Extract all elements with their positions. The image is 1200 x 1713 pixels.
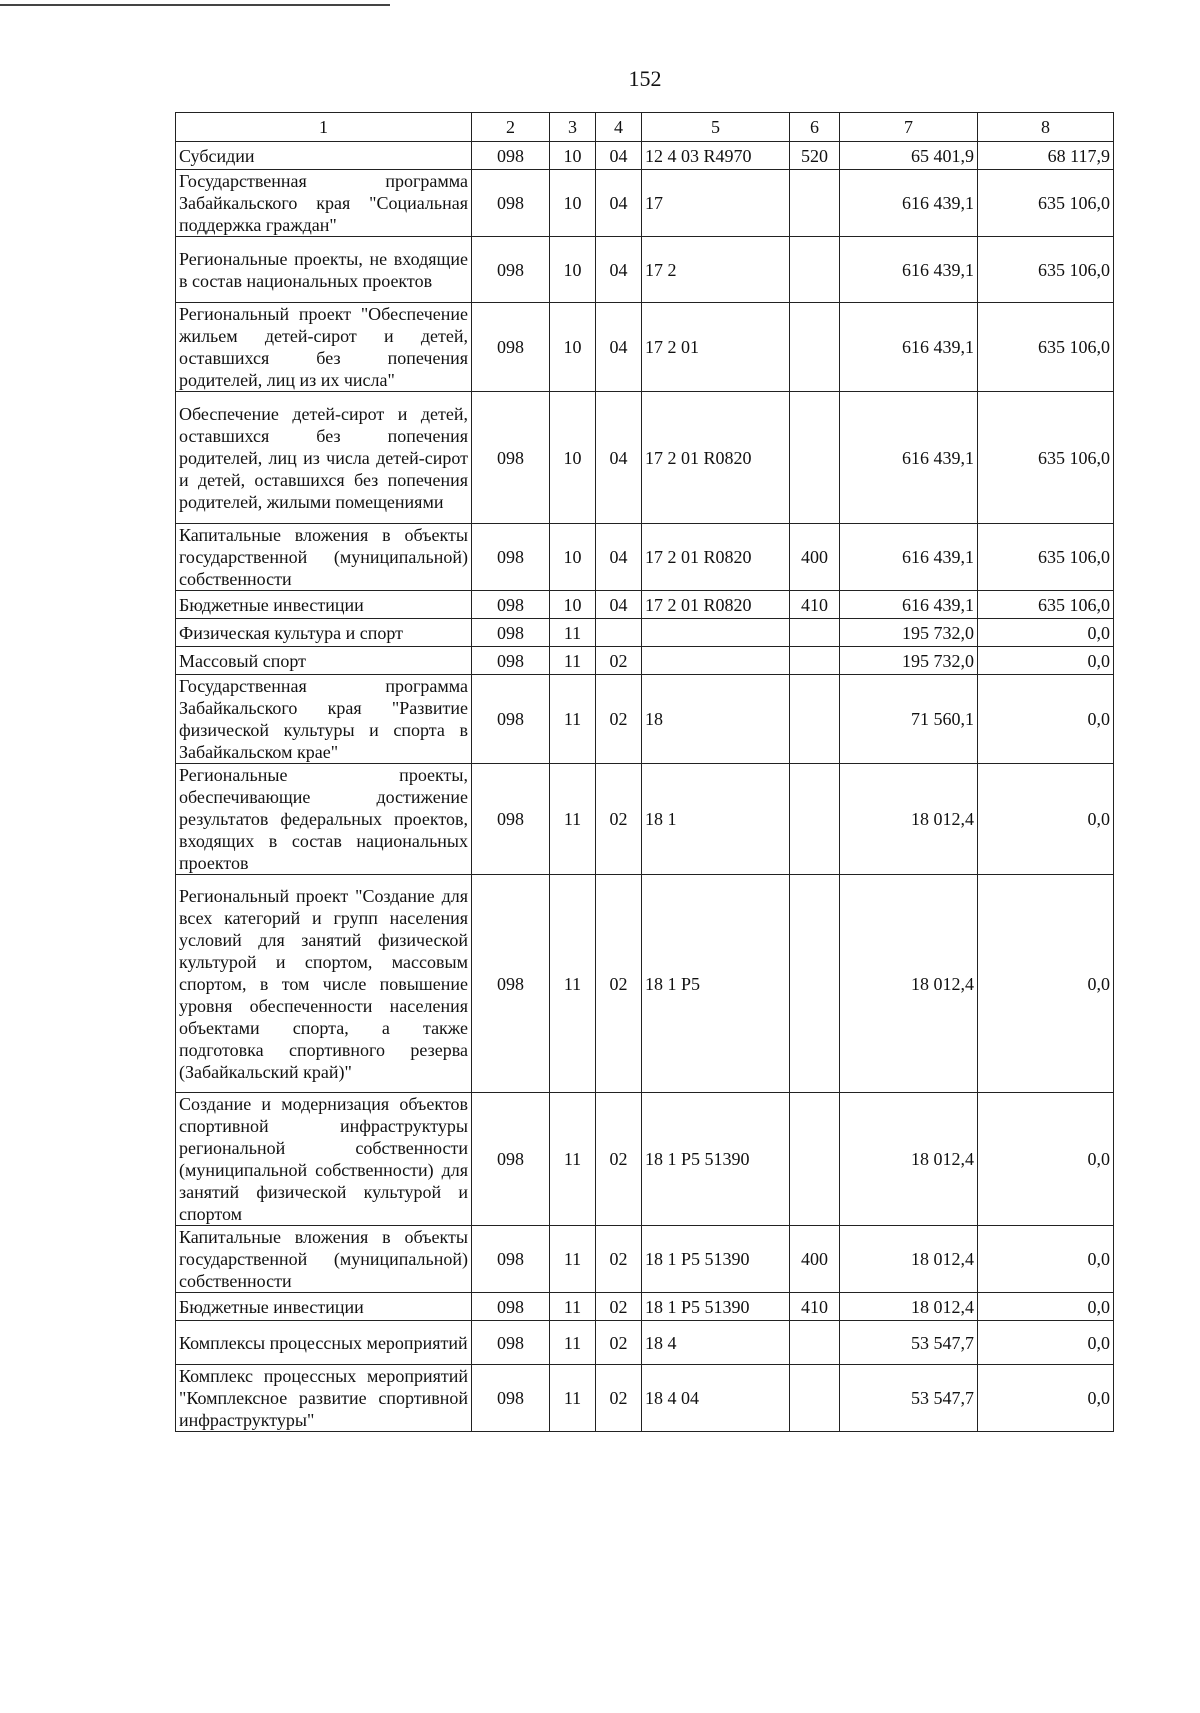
budget-table xyxy=(175,112,1114,1432)
row-c2-cell: 098 xyxy=(472,647,550,675)
table-row xyxy=(176,619,1114,647)
row-c7-cell: 616 439,1 xyxy=(840,392,978,524)
scan-top-rule xyxy=(0,4,390,6)
row-name-cell: Региональный проект "Обеспечение жильем детей-сирот и детей, оставшихся без попечения родителей, лиц из их числа" xyxy=(176,303,472,392)
row-c2-cell: 098 xyxy=(472,303,550,392)
row-c3-cell: 11 xyxy=(550,647,596,675)
row-c3-cell: 10 xyxy=(550,170,596,237)
row-c8-cell: 635 106,0 xyxy=(978,303,1114,392)
table-row xyxy=(176,303,1114,392)
row-c7-cell: 195 732,0 xyxy=(840,619,978,647)
header-row xyxy=(176,113,1114,142)
row-c4-cell: 02 xyxy=(596,1093,642,1226)
row-c5-cell: 18 1 P5 xyxy=(642,875,790,1093)
row-c3-cell: 11 xyxy=(550,1365,596,1432)
column-header: 3 xyxy=(550,113,596,142)
row-c3-cell: 10 xyxy=(550,303,596,392)
row-c6-cell xyxy=(790,1365,840,1432)
row-c6-cell xyxy=(790,392,840,524)
row-c8-cell: 0,0 xyxy=(978,1226,1114,1293)
row-name-cell: Капитальные вложения в объекты государственной (муниципальной) собственности xyxy=(176,524,472,591)
row-c4-cell: 04 xyxy=(596,591,642,619)
table-row xyxy=(176,392,1114,524)
row-c3-cell: 11 xyxy=(550,675,596,764)
row-c2-cell: 098 xyxy=(472,170,550,237)
row-c6-cell: 400 xyxy=(790,524,840,591)
row-c3-cell: 10 xyxy=(550,524,596,591)
row-c7-cell: 18 012,4 xyxy=(840,764,978,875)
table-row xyxy=(176,647,1114,675)
row-name-cell: Региональный проект "Создание для всех категорий и групп населения условий для занятий физической культурой и спортом, массовым спортом, в том числе повышение уровня обеспеченности населения объектами спорта, а также подготовка спортивного резерва (Забайкальский край)" xyxy=(176,875,472,1093)
row-c2-cell: 098 xyxy=(472,591,550,619)
row-c6-cell xyxy=(790,675,840,764)
row-c2-cell: 098 xyxy=(472,1226,550,1293)
row-c5-cell: 18 1 P5 51390 xyxy=(642,1226,790,1293)
row-c2-cell: 098 xyxy=(472,619,550,647)
row-c3-cell: 11 xyxy=(550,1293,596,1321)
table-row xyxy=(176,591,1114,619)
row-c6-cell xyxy=(790,170,840,237)
table-row xyxy=(176,170,1114,237)
row-c5-cell: 17 2 01 R0820 xyxy=(642,591,790,619)
row-c6-cell: 520 xyxy=(790,142,840,170)
row-c4-cell xyxy=(596,619,642,647)
column-header: 2 xyxy=(472,113,550,142)
row-c3-cell: 11 xyxy=(550,1093,596,1226)
row-c4-cell: 04 xyxy=(596,303,642,392)
table-row xyxy=(176,875,1114,1093)
row-c4-cell: 02 xyxy=(596,647,642,675)
table-row xyxy=(176,1321,1114,1365)
row-name-cell: Комплексы процессных мероприятий xyxy=(176,1321,472,1365)
row-c4-cell: 02 xyxy=(596,1365,642,1432)
row-c6-cell: 410 xyxy=(790,1293,840,1321)
row-c6-cell xyxy=(790,647,840,675)
row-c5-cell: 17 2 01 R0820 xyxy=(642,524,790,591)
row-name-cell: Бюджетные инвестиции xyxy=(176,1293,472,1321)
row-c3-cell: 11 xyxy=(550,1226,596,1293)
table-row xyxy=(176,1365,1114,1432)
row-c5-cell xyxy=(642,647,790,675)
row-name-cell: Региональные проекты, не входящие в состав национальных проектов xyxy=(176,237,472,303)
row-c7-cell: 71 560,1 xyxy=(840,675,978,764)
row-c2-cell: 098 xyxy=(472,675,550,764)
row-c8-cell: 635 106,0 xyxy=(978,524,1114,591)
table-row xyxy=(176,1226,1114,1293)
row-c4-cell: 04 xyxy=(596,237,642,303)
row-c8-cell: 0,0 xyxy=(978,1293,1114,1321)
row-c2-cell: 098 xyxy=(472,237,550,303)
row-c6-cell xyxy=(790,619,840,647)
row-c7-cell: 18 012,4 xyxy=(840,1093,978,1226)
row-c2-cell: 098 xyxy=(472,1293,550,1321)
row-c4-cell: 02 xyxy=(596,1226,642,1293)
row-c7-cell: 53 547,7 xyxy=(840,1321,978,1365)
row-c6-cell xyxy=(790,303,840,392)
row-c2-cell: 098 xyxy=(472,1365,550,1432)
table-row xyxy=(176,524,1114,591)
row-c4-cell: 04 xyxy=(596,170,642,237)
row-c3-cell: 10 xyxy=(550,392,596,524)
row-c5-cell: 12 4 03 R4970 xyxy=(642,142,790,170)
row-c8-cell: 635 106,0 xyxy=(978,170,1114,237)
row-name-cell: Субсидии xyxy=(176,142,472,170)
row-c7-cell: 616 439,1 xyxy=(840,524,978,591)
row-name-cell: Государственная программа Забайкальского края "Развитие физической культуры и спорта в Забайкальском крае" xyxy=(176,675,472,764)
row-c4-cell: 02 xyxy=(596,1321,642,1365)
row-name-cell: Создание и модернизация объектов спортивной инфраструктуры региональной собственности (муниципальной собственности) для занятий физической культурой и спортом xyxy=(176,1093,472,1226)
row-c4-cell: 04 xyxy=(596,524,642,591)
table-body xyxy=(176,142,1114,1432)
row-c5-cell: 18 4 xyxy=(642,1321,790,1365)
row-name-cell: Комплекс процессных мероприятий "Комплексное развитие спортивной инфраструктуры" xyxy=(176,1365,472,1432)
row-c4-cell: 02 xyxy=(596,764,642,875)
row-c5-cell: 18 xyxy=(642,675,790,764)
row-c2-cell: 098 xyxy=(472,142,550,170)
row-c7-cell: 616 439,1 xyxy=(840,591,978,619)
row-name-cell: Капитальные вложения в объекты государственной (муниципальной) собственности xyxy=(176,1226,472,1293)
column-header: 4 xyxy=(596,113,642,142)
row-c2-cell: 098 xyxy=(472,875,550,1093)
row-c8-cell: 0,0 xyxy=(978,619,1114,647)
row-c5-cell: 17 xyxy=(642,170,790,237)
page-number: 152 xyxy=(628,66,662,91)
row-c6-cell: 400 xyxy=(790,1226,840,1293)
row-c8-cell: 0,0 xyxy=(978,675,1114,764)
row-c7-cell: 195 732,0 xyxy=(840,647,978,675)
row-c8-cell: 0,0 xyxy=(978,1093,1114,1226)
row-c6-cell xyxy=(790,1093,840,1226)
row-c6-cell xyxy=(790,764,840,875)
row-c6-cell xyxy=(790,875,840,1093)
row-c8-cell: 0,0 xyxy=(978,875,1114,1093)
row-c8-cell: 635 106,0 xyxy=(978,237,1114,303)
row-c8-cell: 68 117,9 xyxy=(978,142,1114,170)
row-c7-cell: 616 439,1 xyxy=(840,170,978,237)
row-name-cell: Бюджетные инвестиции xyxy=(176,591,472,619)
row-c7-cell: 65 401,9 xyxy=(840,142,978,170)
row-c8-cell: 0,0 xyxy=(978,1321,1114,1365)
column-header: 6 xyxy=(790,113,840,142)
row-c4-cell: 02 xyxy=(596,675,642,764)
row-name-cell: Массовый спорт xyxy=(176,647,472,675)
column-header: 5 xyxy=(642,113,790,142)
table-row xyxy=(176,1293,1114,1321)
row-c4-cell: 04 xyxy=(596,392,642,524)
row-c5-cell: 18 1 xyxy=(642,764,790,875)
row-c8-cell: 0,0 xyxy=(978,764,1114,875)
row-c4-cell: 04 xyxy=(596,142,642,170)
row-c7-cell: 616 439,1 xyxy=(840,237,978,303)
row-c3-cell: 10 xyxy=(550,237,596,303)
row-c5-cell: 18 1 P5 51390 xyxy=(642,1093,790,1226)
row-c2-cell: 098 xyxy=(472,1093,550,1226)
column-header: 8 xyxy=(978,113,1114,142)
table-row xyxy=(176,237,1114,303)
row-c2-cell: 098 xyxy=(472,764,550,875)
column-header: 1 xyxy=(176,113,472,142)
row-c7-cell: 616 439,1 xyxy=(840,303,978,392)
row-c2-cell: 098 xyxy=(472,392,550,524)
row-c5-cell: 18 1 P5 51390 xyxy=(642,1293,790,1321)
row-c2-cell: 098 xyxy=(472,524,550,591)
row-c7-cell: 53 547,7 xyxy=(840,1365,978,1432)
row-name-cell: Государственная программа Забайкальского края "Социальная поддержка граждан" xyxy=(176,170,472,237)
table-row xyxy=(176,675,1114,764)
row-c4-cell: 02 xyxy=(596,1293,642,1321)
row-c5-cell: 17 2 xyxy=(642,237,790,303)
row-c3-cell: 10 xyxy=(550,142,596,170)
row-c5-cell: 18 4 04 xyxy=(642,1365,790,1432)
table-row xyxy=(176,1093,1114,1226)
row-c3-cell: 11 xyxy=(550,619,596,647)
table-row xyxy=(176,142,1114,170)
row-c6-cell: 410 xyxy=(790,591,840,619)
row-c3-cell: 11 xyxy=(550,875,596,1093)
row-c5-cell xyxy=(642,619,790,647)
row-c5-cell: 17 2 01 xyxy=(642,303,790,392)
row-c6-cell xyxy=(790,237,840,303)
row-c2-cell: 098 xyxy=(472,1321,550,1365)
row-c3-cell: 10 xyxy=(550,591,596,619)
row-name-cell: Обеспечение детей-сирот и детей, оставшихся без попечения родителей, лиц из числа детей-сирот и детей, оставшихся без попечения родителей, жилыми помещениями xyxy=(176,392,472,524)
row-c8-cell: 635 106,0 xyxy=(978,591,1114,619)
row-name-cell: Физическая культура и спорт xyxy=(176,619,472,647)
row-c8-cell: 635 106,0 xyxy=(978,392,1114,524)
row-c3-cell: 11 xyxy=(550,1321,596,1365)
row-c5-cell: 17 2 01 R0820 xyxy=(642,392,790,524)
row-c7-cell: 18 012,4 xyxy=(840,875,978,1093)
row-name-cell: Региональные проекты, обеспечивающие достижение результатов федеральных проектов, входящих в состав национальных проектов xyxy=(176,764,472,875)
row-c8-cell: 0,0 xyxy=(978,1365,1114,1432)
row-c7-cell: 18 012,4 xyxy=(840,1293,978,1321)
table-row xyxy=(176,764,1114,875)
column-header: 7 xyxy=(840,113,978,142)
row-c3-cell: 11 xyxy=(550,764,596,875)
row-c7-cell: 18 012,4 xyxy=(840,1226,978,1293)
row-c6-cell xyxy=(790,1321,840,1365)
row-c4-cell: 02 xyxy=(596,875,642,1093)
row-c8-cell: 0,0 xyxy=(978,647,1114,675)
